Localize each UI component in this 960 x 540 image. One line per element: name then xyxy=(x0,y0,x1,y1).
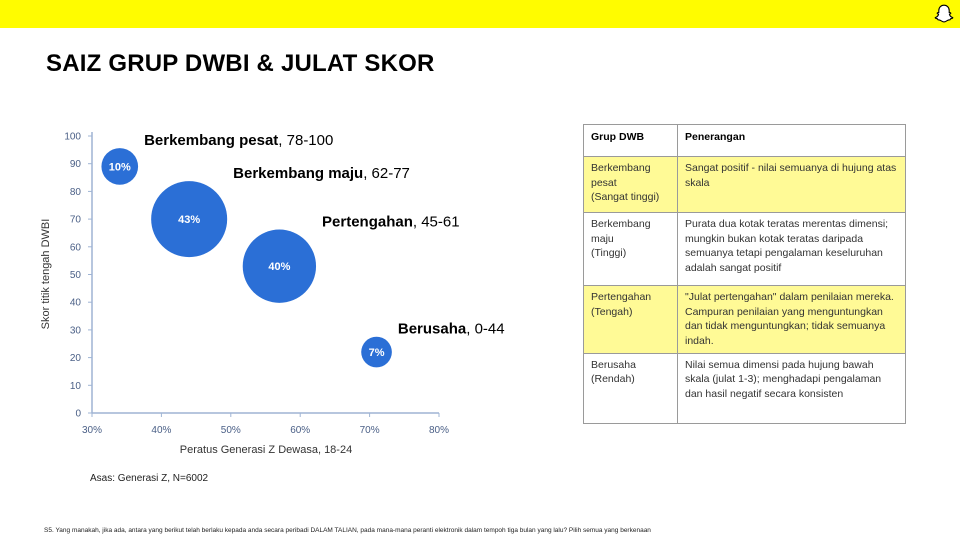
x-tick-label: 60% xyxy=(290,425,311,436)
bubble-group-label xyxy=(144,132,333,149)
bubble-group-range: , 62-77 xyxy=(363,165,410,183)
bubble-group-range: , 0-44 xyxy=(466,320,505,338)
x-tick-label: 70% xyxy=(359,425,380,436)
y-tick-label: 60 xyxy=(69,242,81,254)
y-tick-label: 30 xyxy=(69,325,81,337)
x-tick-label: 50% xyxy=(220,425,241,436)
bubble-group-label xyxy=(322,214,460,231)
snapchat-ghost-icon xyxy=(932,2,956,26)
table-cell-group: Berkembang pesat (Sangat tinggi) xyxy=(584,157,678,213)
table-cell-description: "Julat pertengahan" dalam penilaian mereka. Campuran penilaian yang menguntungkan dan tidak menguntungkan; tidak semuanya indah. xyxy=(678,286,906,354)
dwb-group-table xyxy=(583,124,906,424)
y-tick-label: 50 xyxy=(69,270,81,281)
bubble-chart-svg xyxy=(36,124,505,464)
table-cell-description: Nilai semua dimensi pada hujung bawah skala (julat 1-3); menghadapi pengalaman dan hasil negatif secara konsisten xyxy=(678,353,906,423)
y-tick-label: 0 xyxy=(75,408,81,420)
brand-top-bar xyxy=(0,0,960,28)
bubble-value-label: 40% xyxy=(268,261,291,274)
bubble-group-range: , 45-61 xyxy=(412,213,460,231)
y-tick-label: 100 xyxy=(64,131,81,143)
base-note: Asas: Generasi Z, N=6002 xyxy=(90,473,209,484)
bubble-group-name: Berkembang pesat xyxy=(144,132,279,150)
y-tick-label: 20 xyxy=(69,353,81,365)
y-tick-label: 70 xyxy=(69,214,81,226)
x-tick-label: 80% xyxy=(428,425,450,436)
bubble-chart xyxy=(36,124,505,464)
bubble-value-label: 43% xyxy=(178,214,201,227)
y-axis-label: Skor titik tengah DWBI xyxy=(40,218,52,330)
bubble-group-name: Pertengahan xyxy=(322,213,413,231)
table-cell-group: Berusaha (Rendah) xyxy=(584,353,678,423)
table-row xyxy=(584,213,906,286)
table-header-group: Grup DWB xyxy=(584,125,678,157)
y-tick-label: 90 xyxy=(69,159,81,171)
table-row xyxy=(584,286,906,354)
y-tick-label: 40 xyxy=(69,297,81,309)
table-cell-group: Berkembang maju (Tinggi) xyxy=(584,213,678,286)
x-axis-label: Peratus Generasi Z Dewasa, 18-24 xyxy=(179,444,353,456)
bubble-group-name: Berkembang maju xyxy=(233,165,364,183)
x-tick-label: 40% xyxy=(151,425,172,436)
table-header-description: Penerangan xyxy=(678,125,906,157)
bubble-group-label xyxy=(233,165,410,182)
survey-question-footnote: S5. Yang manakah, jika ada, antara yang berikut telah berlaku kepada anda secara peribadi DALAM TALIAN, pada mana-mana peranti elektronik dalam tempoh tiga bulan yang lalu? Pilih semua yang berkenaan xyxy=(44,527,651,534)
table-cell-group: Pertengahan (Tengah) xyxy=(584,286,678,354)
page-title: SAIZ GRUP DWBI & JULAT SKOR xyxy=(46,50,435,77)
table-cell-description: Sangat positif - nilai semuanya di hujung atas skala xyxy=(678,157,906,213)
table-header-row xyxy=(584,125,906,157)
y-tick-label: 80 xyxy=(69,186,81,198)
bubble-group-name: Berusaha xyxy=(397,320,467,338)
y-tick-label: 10 xyxy=(69,380,81,392)
bubble-value-label: 10% xyxy=(108,161,131,174)
bubble-group-label xyxy=(398,321,505,338)
bubble-value-label: 7% xyxy=(368,347,385,360)
x-tick-label: 30% xyxy=(81,425,103,436)
table-cell-description: Purata dua kotak teratas merentas dimensi; mungkin bukan kotak teratas daripada semuanya tetapi pengalaman keseluruhan adalah sangat positif xyxy=(678,213,906,286)
table-row xyxy=(584,353,906,423)
bubble-group-range: , 78-100 xyxy=(278,132,334,150)
table-row xyxy=(584,157,906,213)
